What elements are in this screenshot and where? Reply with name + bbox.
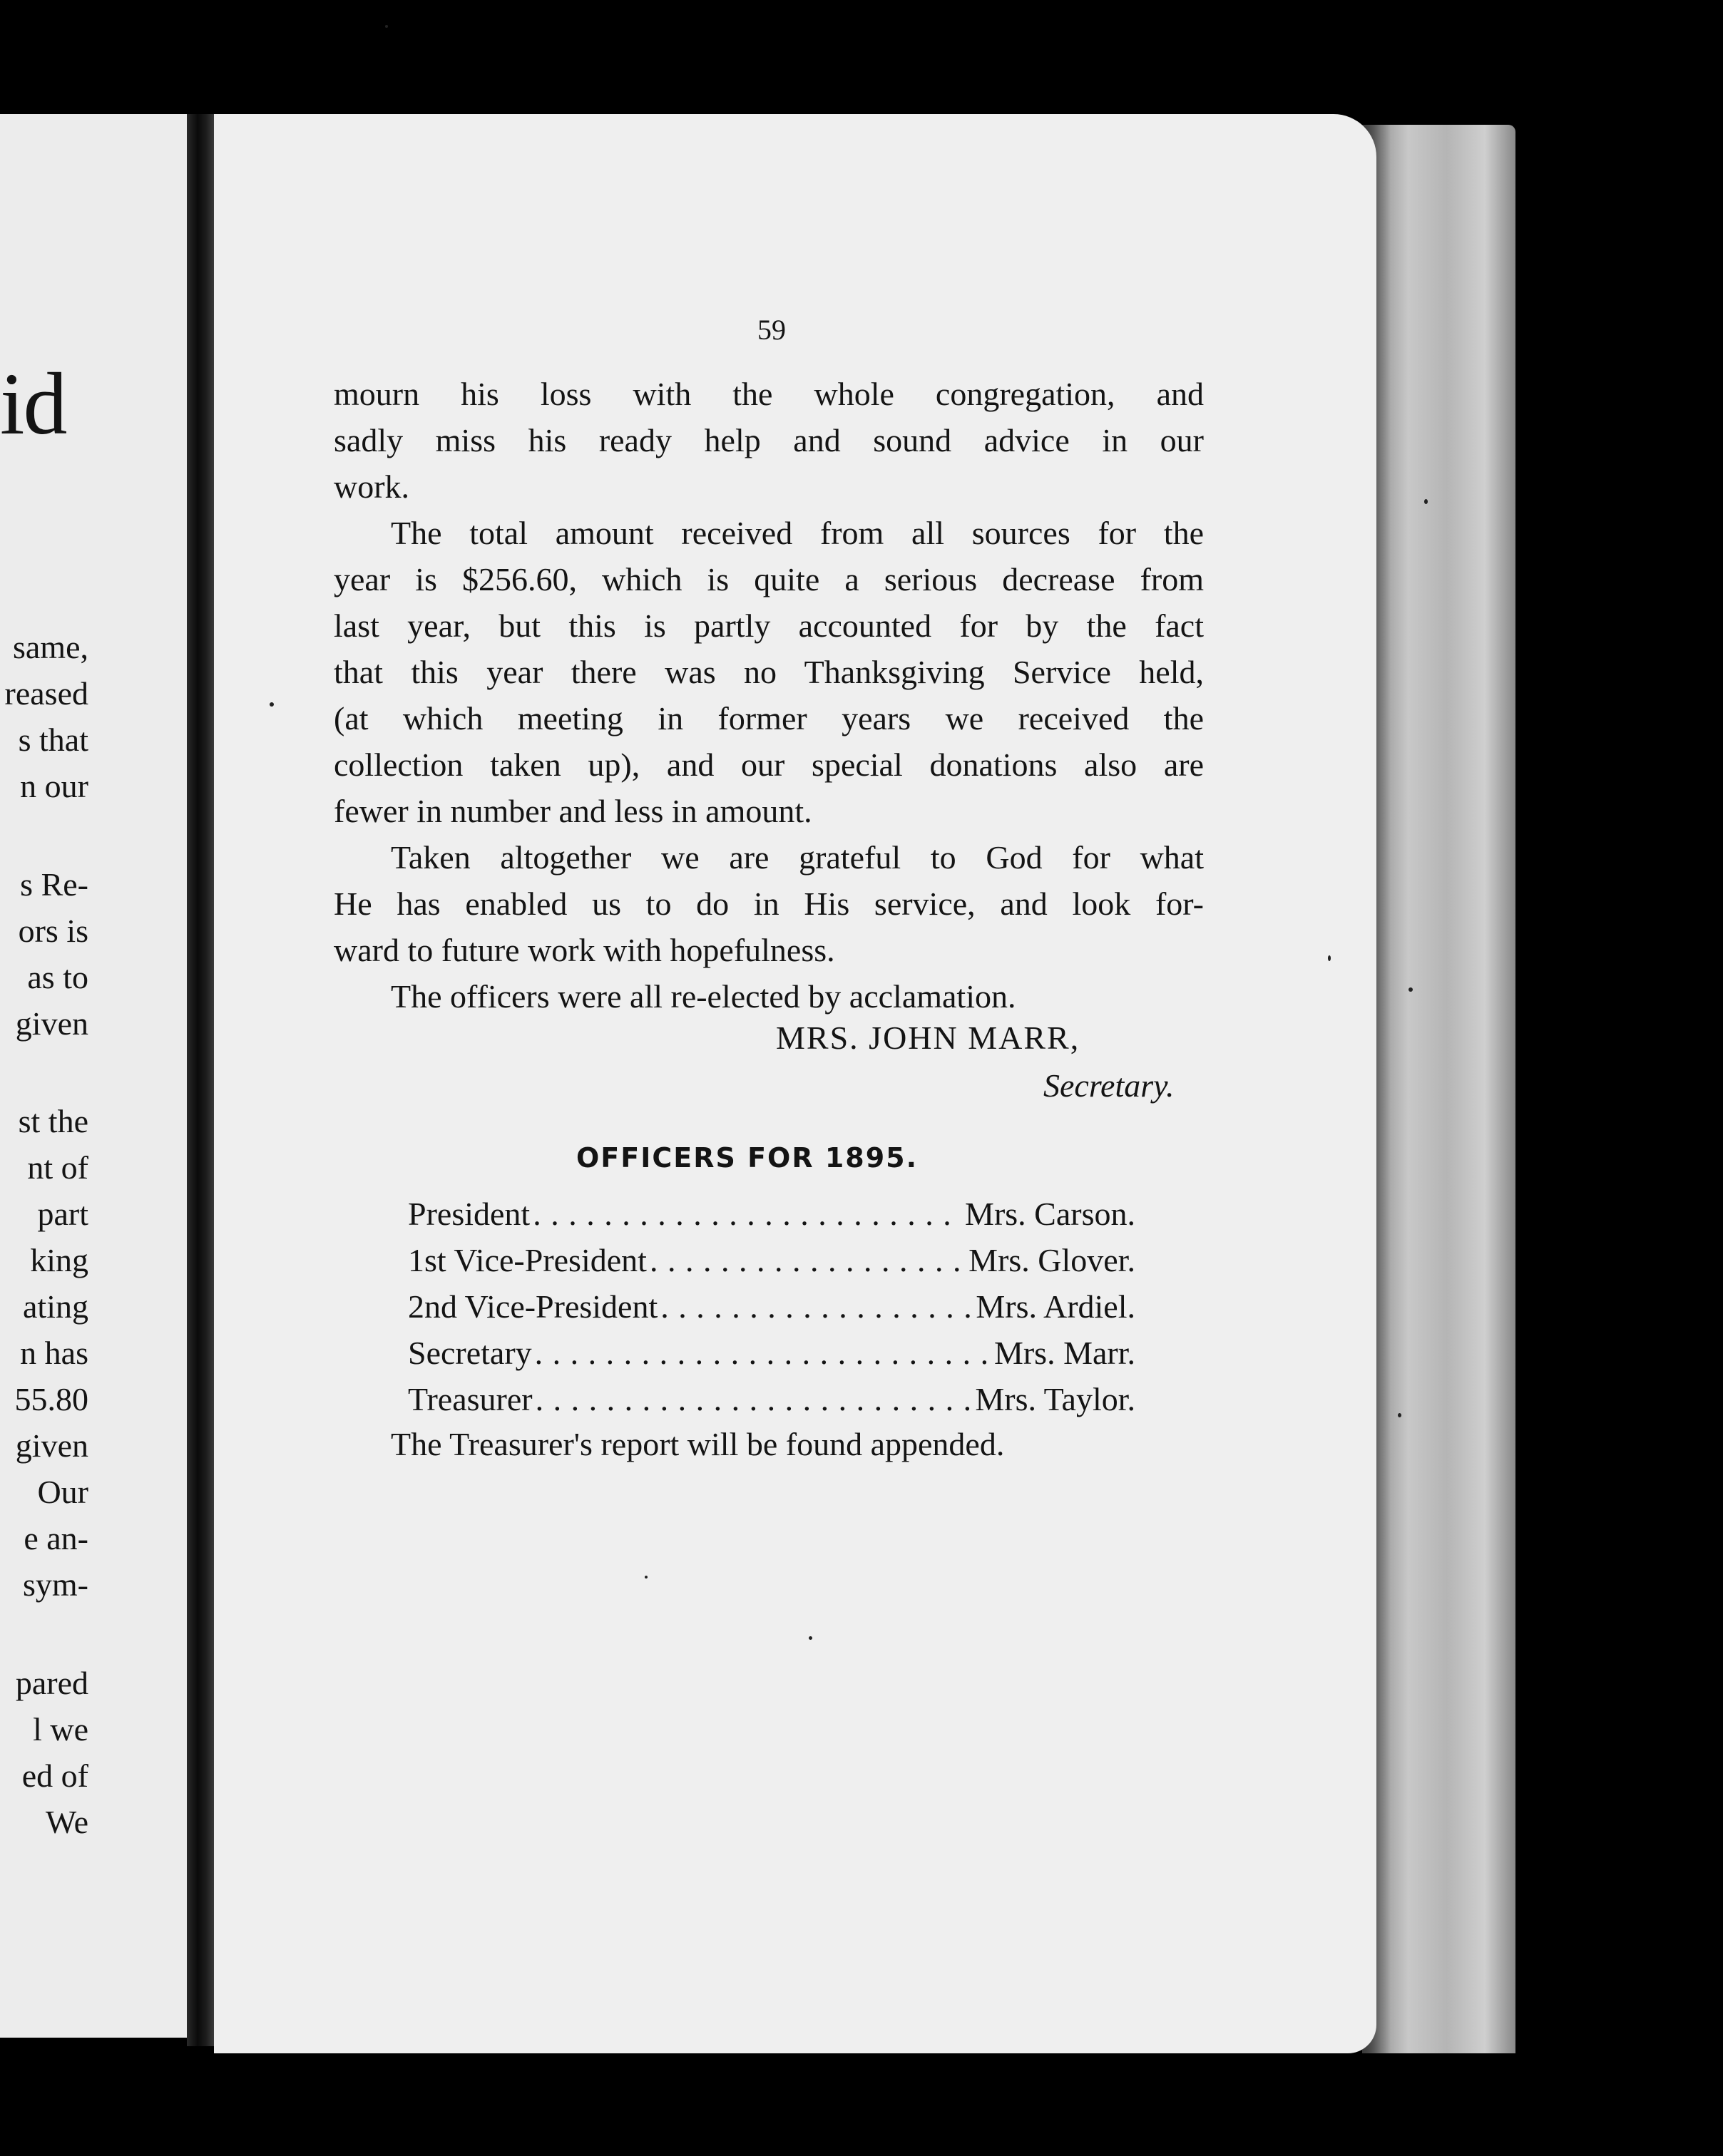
scan-speck xyxy=(385,25,388,28)
left-page-line-fragment: ors is xyxy=(18,913,88,949)
left-page-line-fragment: pared xyxy=(15,1665,88,1701)
leader-dots xyxy=(533,1191,962,1237)
officer-row xyxy=(408,1330,1135,1376)
text-line: He has enabled us to do in His service, and look for- xyxy=(334,885,1204,922)
body-text xyxy=(334,371,1204,1020)
text-line: mourn his loss with the whole congregation, and xyxy=(334,376,1204,412)
text-line: collection taken up), and our special donations also are xyxy=(334,746,1204,783)
officers-list xyxy=(408,1191,1135,1422)
left-facing-page xyxy=(0,114,187,2038)
left-page-line-fragment: reased xyxy=(4,675,88,712)
scan-speck xyxy=(1328,955,1331,961)
left-page-line-fragment: st the xyxy=(18,1103,88,1139)
officer-name: Mrs. Glover. xyxy=(968,1242,1135,1278)
officer-role: 2nd Vice-President xyxy=(408,1288,658,1325)
left-page-line-fragment: We xyxy=(45,1804,88,1840)
text-line: fewer in number and less in amount. xyxy=(334,793,812,829)
scan-speck xyxy=(809,1636,812,1640)
leader-dots xyxy=(650,1237,966,1283)
text-line: (at which meeting in former years we received the xyxy=(334,700,1204,736)
left-page-line-fragment: same, xyxy=(12,629,88,665)
left-page-line-fragment: nt of xyxy=(27,1149,88,1186)
officer-row xyxy=(408,1191,1135,1237)
closing-line: The Treasurer's report will be found appended. xyxy=(391,1426,1005,1462)
left-page-line-fragment: l we xyxy=(33,1711,88,1747)
page-stack-edge xyxy=(1362,125,1515,2053)
text-line: Taken altogether we are grateful to God for what xyxy=(391,839,1204,876)
text-line: year is $256.60, which is quite a serious decrease from xyxy=(334,561,1204,597)
left-page-line-fragment: sym- xyxy=(23,1566,88,1603)
text-line: that this year there was no Thanksgiving Service held, xyxy=(334,654,1204,690)
officers-heading: OFFICERS FOR 1895. xyxy=(576,1142,919,1174)
paragraph-1 xyxy=(334,371,1204,510)
officer-name: Mrs. Taylor. xyxy=(975,1381,1135,1417)
left-page-line-fragment: given xyxy=(15,1427,88,1464)
book-gutter xyxy=(187,114,214,2046)
left-page-line-fragment: s that xyxy=(18,722,88,758)
text-line: sadly miss his ready help and sound advice in our xyxy=(334,422,1204,458)
officer-row xyxy=(408,1237,1135,1283)
scan-speck xyxy=(1398,1413,1401,1417)
leader-dots xyxy=(535,1330,991,1376)
officer-role: Treasurer xyxy=(408,1381,533,1417)
officer-name: Mrs. Ardiel. xyxy=(976,1288,1135,1325)
scan-speck xyxy=(270,702,274,707)
left-page-line-fragment: ed of xyxy=(21,1757,88,1794)
paragraph-4 xyxy=(334,973,1204,1020)
text-line: The total amount received from all sources for the xyxy=(391,515,1204,551)
left-page-line-fragment: Our xyxy=(37,1474,88,1510)
officer-row xyxy=(408,1283,1135,1330)
leader-dots xyxy=(660,1283,973,1330)
signature-title: Secretary. xyxy=(1043,1067,1175,1104)
left-page-line-fragment: n has xyxy=(20,1335,88,1371)
left-page-line-fragment: as to xyxy=(27,959,88,995)
page-number: 59 xyxy=(757,314,786,346)
left-page-line-fragment: n our xyxy=(20,768,88,804)
officer-name: Mrs. Marr. xyxy=(993,1335,1135,1371)
text-line: The officers were all re-elected by acclamation. xyxy=(391,978,1016,1015)
paragraph-2 xyxy=(334,510,1204,834)
signature-name: MRS. JOHN MARR, xyxy=(776,1020,1080,1056)
left-page-line-fragment: king xyxy=(30,1242,88,1278)
scan-speck xyxy=(1424,499,1428,504)
left-page-line-fragment: given xyxy=(15,1005,88,1042)
left-page-line-fragment: e an- xyxy=(24,1520,88,1556)
text-line: work. xyxy=(334,468,410,505)
left-page-line-fragment: 55.80 xyxy=(14,1381,88,1417)
left-page-line-fragment: ating xyxy=(23,1288,88,1325)
scan-speck xyxy=(645,1576,648,1578)
officer-row xyxy=(408,1376,1135,1422)
officer-role: President xyxy=(408,1196,531,1232)
scan-speck xyxy=(1408,987,1413,992)
paragraph-3 xyxy=(334,834,1204,973)
left-page-line-fragment: s Re- xyxy=(20,866,88,903)
leader-dots xyxy=(536,1376,973,1422)
text-line: last year, but this is partly accounted for by the fact xyxy=(334,607,1204,644)
left-page-line-fragment: part xyxy=(37,1196,88,1232)
left-page-heading-fragment: id xyxy=(0,355,66,453)
officer-role: 1st Vice-President xyxy=(408,1242,647,1278)
officer-role: Secretary xyxy=(408,1335,532,1371)
officer-name: Mrs. Carson. xyxy=(965,1196,1135,1232)
text-line: ward to future work with hopefulness. xyxy=(334,932,835,968)
